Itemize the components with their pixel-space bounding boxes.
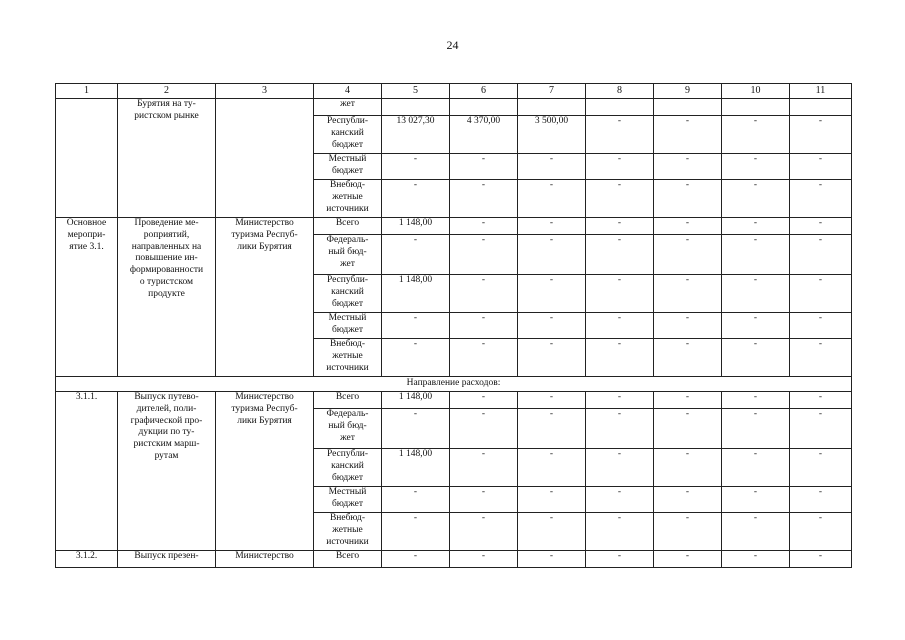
code-cell: 3.1.1. [56, 392, 118, 551]
section-row [56, 377, 852, 392]
header-cell: 11 [790, 84, 852, 99]
value-cell: - [654, 180, 722, 218]
executor-cell: Министерство [216, 551, 314, 568]
value-cell: - [450, 551, 518, 568]
value-cell: - [450, 339, 518, 377]
value-cell: - [382, 513, 450, 551]
value-cell: - [586, 235, 654, 275]
value-cell: - [586, 339, 654, 377]
value-cell [450, 99, 518, 116]
executor-cell [216, 99, 314, 218]
executor-cell: Министерство туризма Респуб- лики Бурятия [216, 392, 314, 551]
value-cell: - [518, 154, 586, 180]
header-cell: 9 [654, 84, 722, 99]
value-cell [518, 99, 586, 116]
value-cell: - [722, 116, 790, 154]
value-cell: - [382, 487, 450, 513]
value-cell: - [518, 513, 586, 551]
value-cell: - [450, 449, 518, 487]
source-cell: Местный бюджет [314, 313, 382, 339]
header-cell: 6 [450, 84, 518, 99]
source-cell: Федераль- ный бюд- жет [314, 409, 382, 449]
value-cell: - [450, 218, 518, 235]
value-cell: - [790, 116, 852, 154]
section-title: Направление расходов: [56, 377, 852, 392]
value-cell: - [790, 180, 852, 218]
value-cell: - [450, 180, 518, 218]
value-cell: - [654, 513, 722, 551]
header-cell: 4 [314, 84, 382, 99]
source-cell: Республи- канский бюджет [314, 449, 382, 487]
value-cell: - [382, 551, 450, 568]
value-cell: - [790, 449, 852, 487]
value-cell: - [790, 513, 852, 551]
value-cell: - [382, 409, 450, 449]
value-cell: - [654, 551, 722, 568]
value-cell: - [722, 180, 790, 218]
table-row [56, 551, 852, 568]
value-cell: - [518, 180, 586, 218]
header-cell: 7 [518, 84, 586, 99]
source-cell: Местный бюджет [314, 487, 382, 513]
header-cell: 10 [722, 84, 790, 99]
value-cell: - [450, 487, 518, 513]
value-cell: - [382, 180, 450, 218]
value-cell: - [586, 409, 654, 449]
budget-table [55, 83, 852, 568]
value-cell [722, 99, 790, 116]
value-cell: - [722, 154, 790, 180]
source-cell: Внебюд- жетные источники [314, 180, 382, 218]
value-cell: - [586, 551, 654, 568]
value-cell: - [382, 235, 450, 275]
value-cell: - [790, 275, 852, 313]
value-cell [654, 99, 722, 116]
source-cell: Республи- канский бюджет [314, 275, 382, 313]
value-cell: - [450, 313, 518, 339]
value-cell: - [654, 339, 722, 377]
value-cell: 1 148,00 [382, 218, 450, 235]
value-cell: - [518, 339, 586, 377]
header-cell: 1 [56, 84, 118, 99]
value-cell: - [382, 154, 450, 180]
source-cell: Внебюд- жетные источники [314, 339, 382, 377]
value-cell: - [722, 339, 790, 377]
value-cell: - [722, 513, 790, 551]
value-cell: - [722, 551, 790, 568]
value-cell: - [790, 392, 852, 409]
value-cell: - [518, 218, 586, 235]
header-cell: 5 [382, 84, 450, 99]
value-cell: - [518, 551, 586, 568]
name-cell: Бурятия на ту- ристском рынке [118, 99, 216, 218]
value-cell: - [790, 339, 852, 377]
value-cell: - [654, 487, 722, 513]
value-cell: 4 370,00 [450, 116, 518, 154]
value-cell: - [518, 235, 586, 275]
value-cell: - [518, 313, 586, 339]
value-cell: 13 027,30 [382, 116, 450, 154]
value-cell: - [790, 154, 852, 180]
value-cell: - [722, 218, 790, 235]
value-cell: - [518, 409, 586, 449]
value-cell: 1 148,00 [382, 449, 450, 487]
value-cell [382, 99, 450, 116]
code-cell: 3.1.2. [56, 551, 118, 568]
code-cell: Основное меропри- ятие 3.1. [56, 218, 118, 377]
value-cell: - [586, 154, 654, 180]
page-number: 24 [446, 38, 459, 52]
value-cell: - [450, 409, 518, 449]
value-cell: - [790, 218, 852, 235]
source-cell: Местный бюджет [314, 154, 382, 180]
value-cell: - [518, 487, 586, 513]
source-cell: Всего [314, 392, 382, 409]
value-cell: 1 148,00 [382, 392, 450, 409]
value-cell: - [654, 449, 722, 487]
value-cell: - [654, 235, 722, 275]
table-row [56, 99, 852, 116]
source-cell: Всего [314, 218, 382, 235]
header-cell: 2 [118, 84, 216, 99]
value-cell: - [586, 218, 654, 235]
value-cell: - [790, 409, 852, 449]
value-cell: - [450, 392, 518, 409]
value-cell: - [790, 235, 852, 275]
source-cell: Всего [314, 551, 382, 568]
value-cell: - [586, 275, 654, 313]
value-cell: - [722, 275, 790, 313]
value-cell: - [518, 392, 586, 409]
value-cell: - [450, 235, 518, 275]
value-cell: - [654, 154, 722, 180]
value-cell: - [586, 513, 654, 551]
value-cell: - [722, 409, 790, 449]
table-row [56, 392, 852, 409]
executor-cell: Министерство туризма Респуб- лики Бурятия [216, 218, 314, 377]
value-cell: - [722, 313, 790, 339]
table-row [56, 218, 852, 235]
value-cell: - [654, 392, 722, 409]
value-cell: - [586, 180, 654, 218]
value-cell: - [722, 487, 790, 513]
value-cell: 3 500,00 [518, 116, 586, 154]
name-cell: Выпуск презен- [118, 551, 216, 568]
value-cell: - [722, 449, 790, 487]
value-cell: - [790, 487, 852, 513]
value-cell: - [790, 551, 852, 568]
value-cell: - [586, 392, 654, 409]
source-cell: Федераль- ный бюд- жет [314, 235, 382, 275]
value-cell [790, 99, 852, 116]
value-cell: - [654, 116, 722, 154]
value-cell: - [450, 513, 518, 551]
value-cell: - [586, 487, 654, 513]
value-cell: - [450, 154, 518, 180]
value-cell: - [382, 339, 450, 377]
value-cell: - [586, 449, 654, 487]
value-cell: - [654, 313, 722, 339]
value-cell: - [382, 313, 450, 339]
code-cell [56, 99, 118, 218]
value-cell: - [654, 275, 722, 313]
value-cell: - [450, 275, 518, 313]
value-cell [586, 99, 654, 116]
value-cell: - [586, 116, 654, 154]
source-cell: жет [314, 99, 382, 116]
source-cell: Внебюд- жетные источники [314, 513, 382, 551]
value-cell: - [722, 392, 790, 409]
value-cell: - [654, 218, 722, 235]
value-cell: - [654, 409, 722, 449]
name-cell: Проведение ме- роприятий, направленных на повышение ин- формированности о туристском продукте [118, 218, 216, 377]
value-cell: - [722, 235, 790, 275]
value-cell: - [790, 313, 852, 339]
value-cell: - [586, 313, 654, 339]
source-cell: Республи- канский бюджет [314, 116, 382, 154]
header-row [56, 84, 852, 99]
value-cell: - [518, 275, 586, 313]
header-cell: 3 [216, 84, 314, 99]
value-cell: - [518, 449, 586, 487]
value-cell: 1 148,00 [382, 275, 450, 313]
header-cell: 8 [586, 84, 654, 99]
name-cell: Выпуск путево- дителей, поли- графической про- дукции по ту- ристским марш- рутам [118, 392, 216, 551]
